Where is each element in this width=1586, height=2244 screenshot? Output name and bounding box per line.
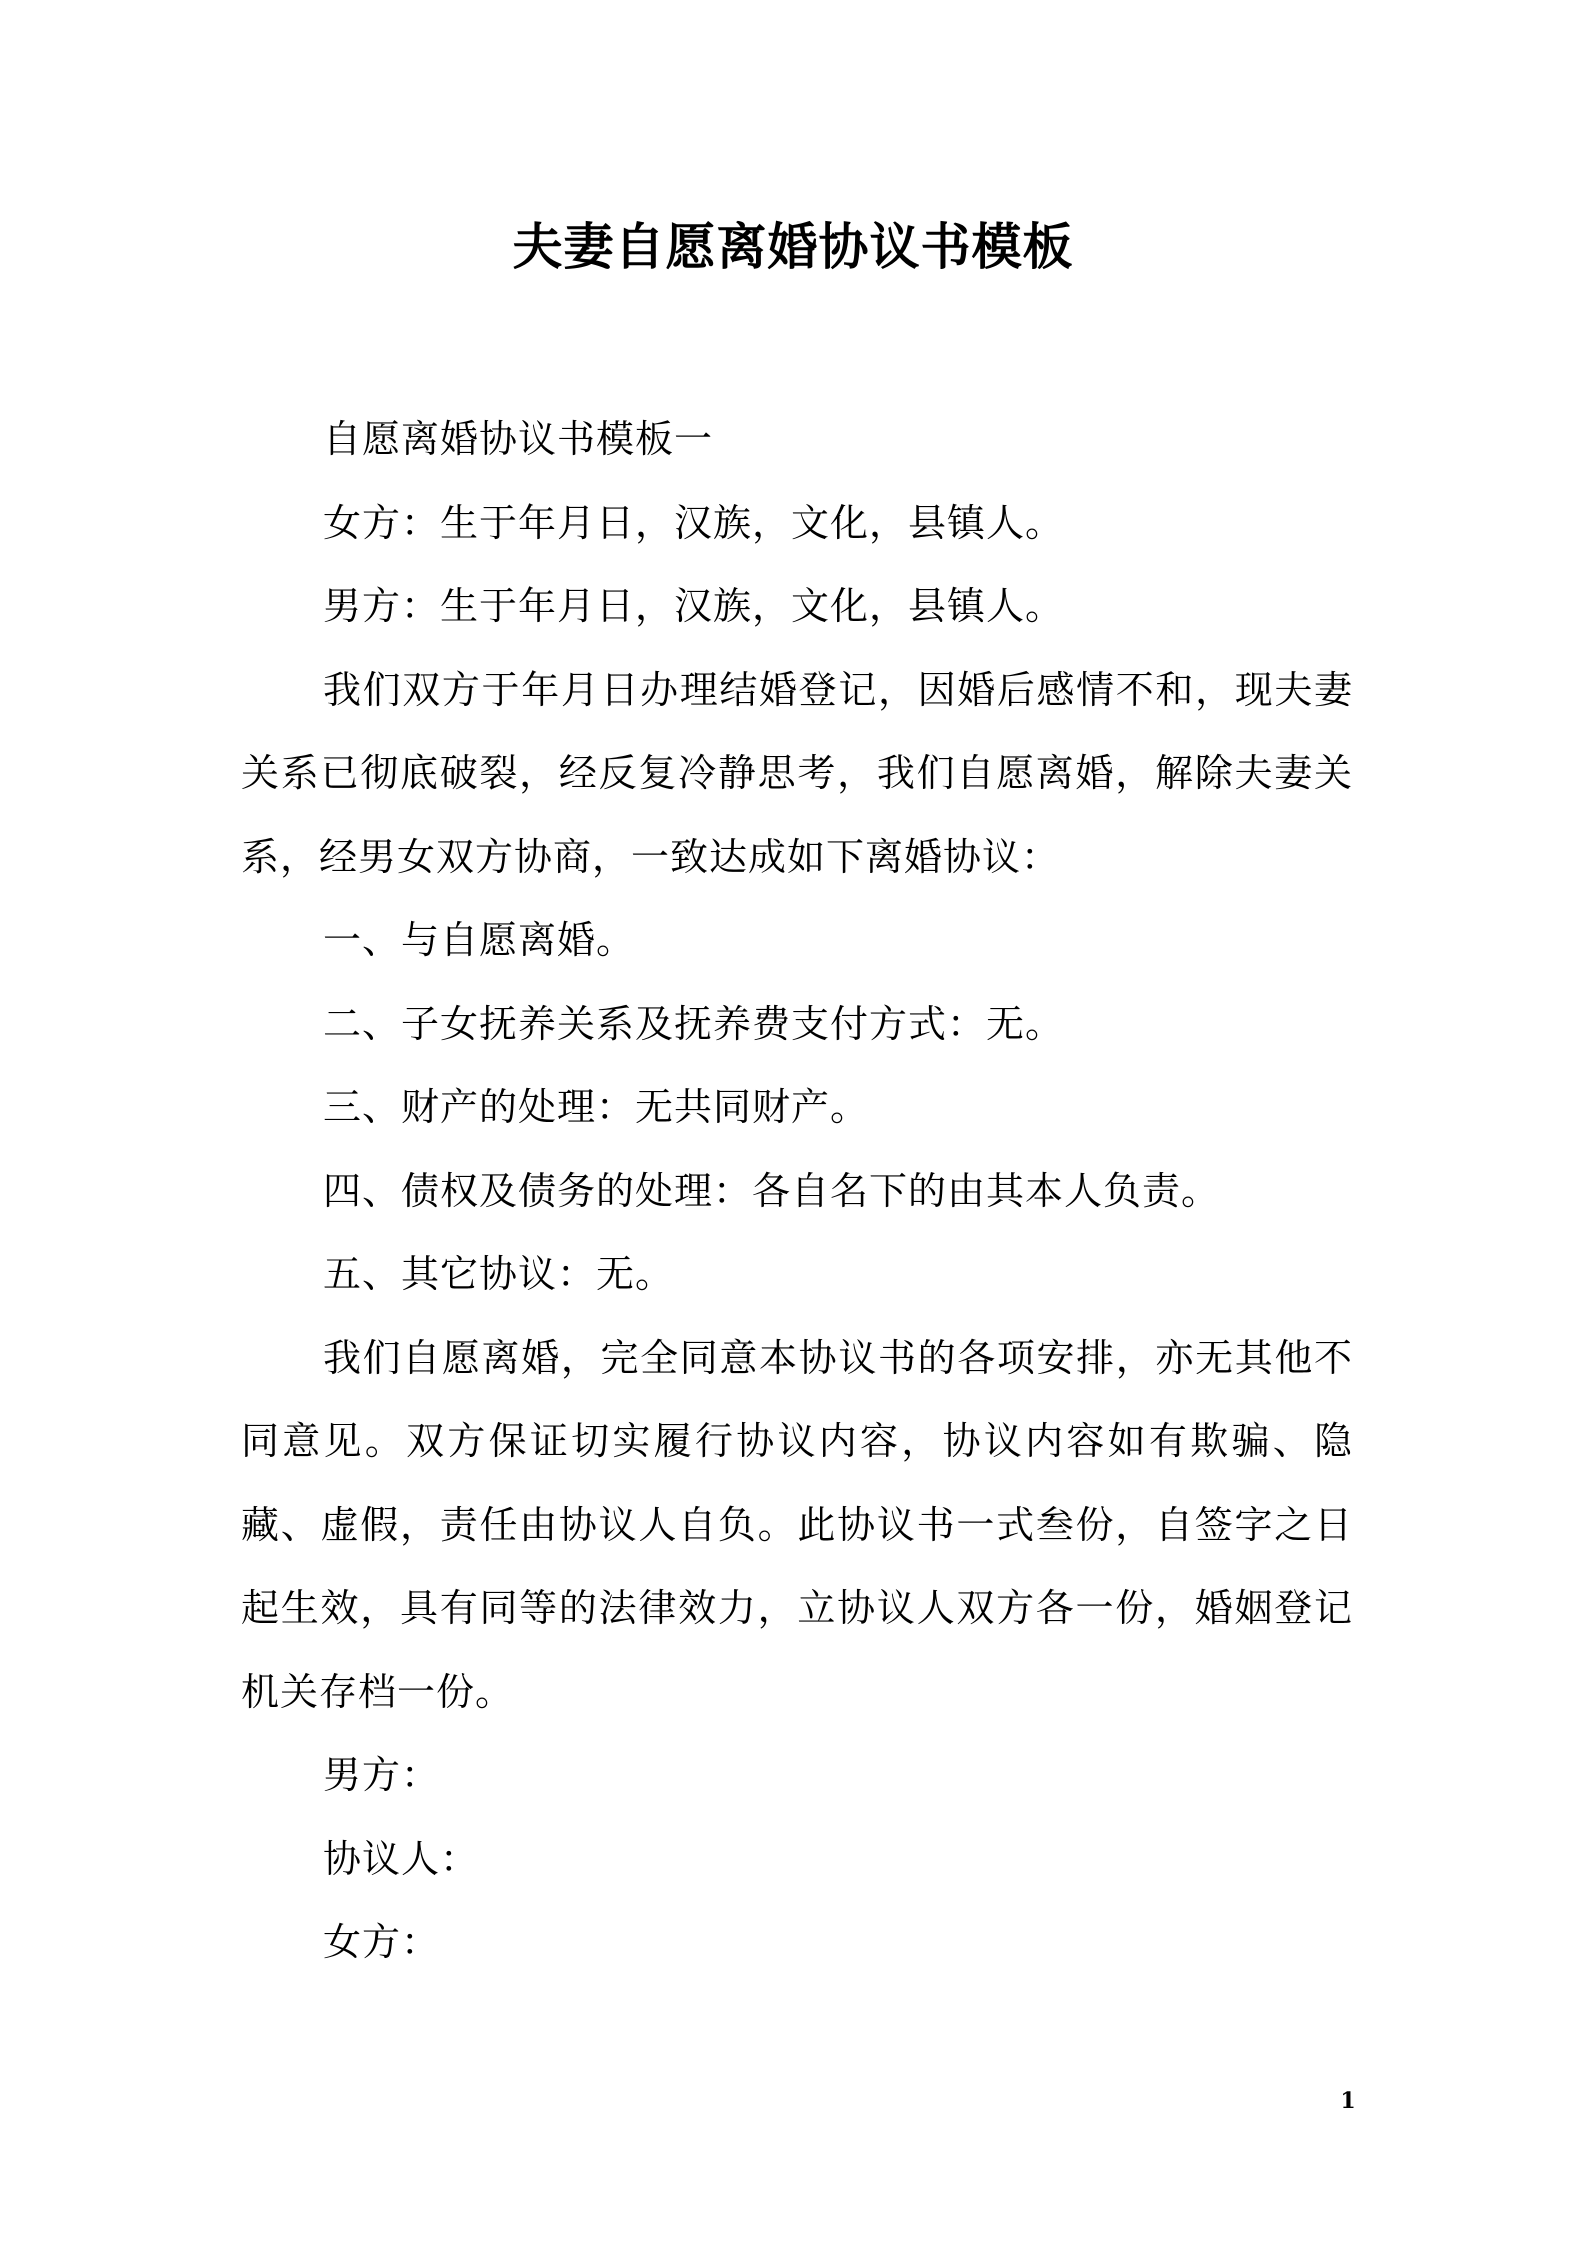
female-party-info: 女方：生于年月日，汉族，文化，县镇人。 [323, 500, 1065, 545]
page-number: 1 [1340, 2088, 1356, 2114]
clause-2: 二、子女抚养关系及抚养费支付方式：无。 [323, 1001, 1065, 1046]
clause-4: 四、债权及债务的处理：各自名下的由其本人负责。 [323, 1168, 1221, 1213]
document-title: 夫妻自愿离婚协议书模板 [512, 218, 1074, 276]
male-party-info: 男方：生于年月日，汉族，文化，县镇人。 [323, 584, 1065, 628]
closing-statement: 我们自愿离婚，完全同意本协议书的各项安排，亦无其他不同意见。双方保证切实履行协议内容，协议内容如有欺骗、隐藏、虚假，责任由协议人自负。此协议书一式叁份，自签字之日起生效，具有同等的法律效力，立协议人双方各一份，婚姻登记机关存档一份。 [241, 1335, 1353, 1714]
document-body [241, 398, 1353, 1985]
agreement-preamble: 我们双方于年月日办理结婚登记，因婚后感情不和，现夫妻关系已彻底破裂，经反复冷静思考，我们自愿离婚，解除夫妻关系，经男女双方协商，一致达成如下离婚协议： [241, 667, 1353, 879]
clause-1: 一、与自愿离婚。 [323, 918, 636, 962]
section-heading: 自愿离婚协议书模板一 [323, 417, 714, 461]
signature-parties: 协议人： [323, 1836, 480, 1881]
clause-3: 三、财产的处理：无共同财产。 [323, 1085, 870, 1129]
signature-female: 女方： [323, 1920, 441, 1964]
clause-5: 五、其它协议：无。 [323, 1252, 675, 1296]
signature-male: 男方： [323, 1753, 441, 1797]
